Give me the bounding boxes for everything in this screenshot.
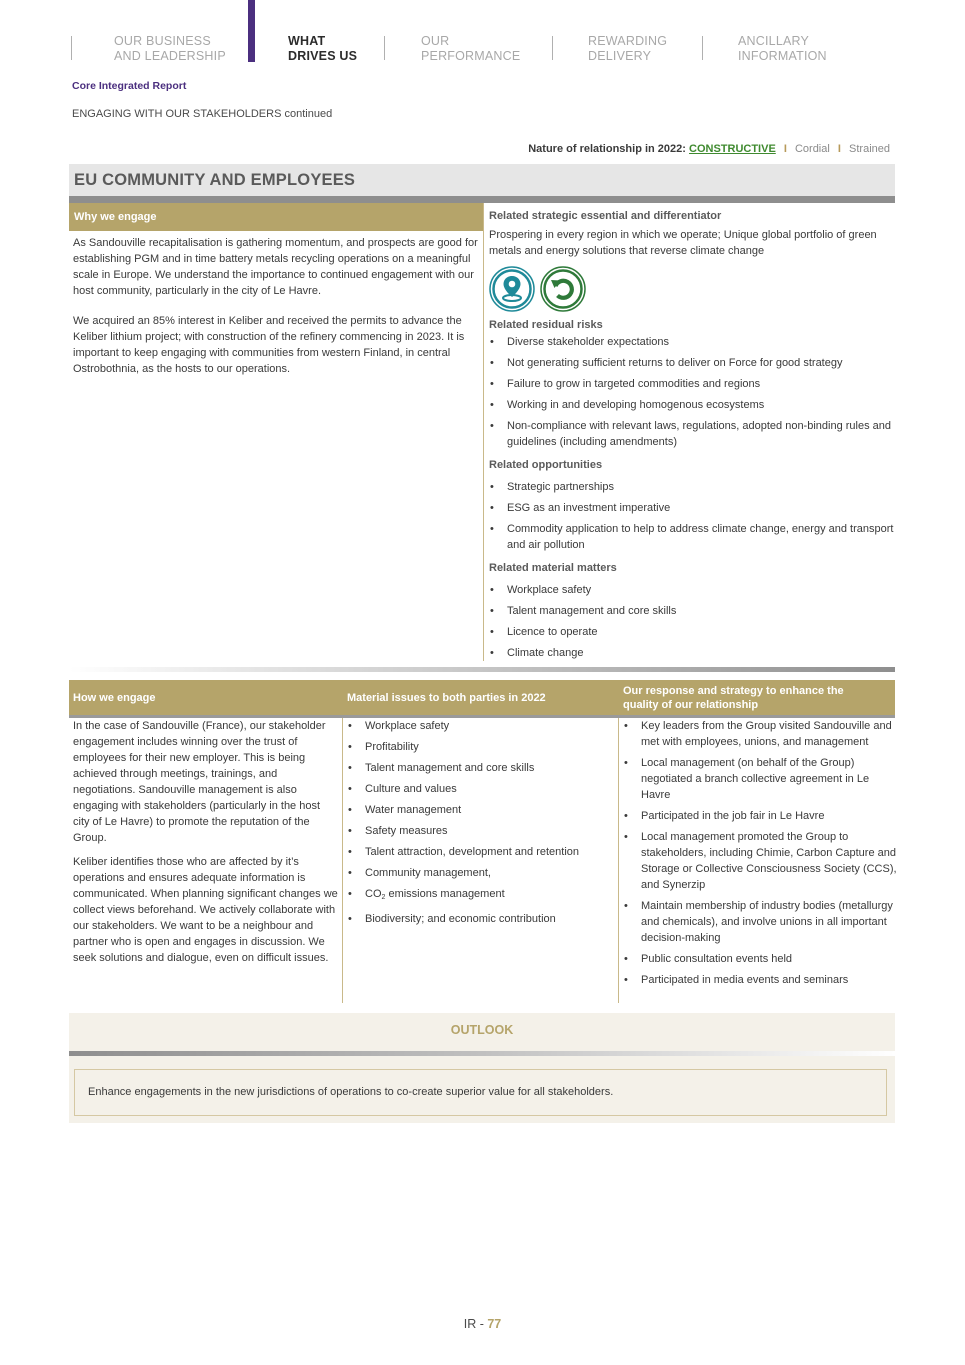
list-item: • Climate change xyxy=(489,645,894,661)
list-item: • Biodiversity; and economic contribution xyxy=(347,911,621,927)
page-value: 77 xyxy=(487,1317,502,1331)
nav-label: DELIVERY xyxy=(588,49,652,63)
strategic-heading: Related strategic essential and differentiator xyxy=(489,210,722,222)
list-item: • Strategic partnerships xyxy=(489,479,894,495)
text: emissions management xyxy=(385,888,505,900)
list-item: • Profitability xyxy=(347,739,621,755)
column-header-material-issues: Material issues to both parties in 2022 xyxy=(347,691,546,704)
separator: I xyxy=(783,143,787,155)
section-continued-heading: ENGAGING WITH OUR STAKEHOLDERS continued xyxy=(72,108,333,120)
list-item: • Water management xyxy=(347,802,621,818)
list-item: • Licence to operate xyxy=(489,624,894,640)
related-column xyxy=(483,203,896,661)
outlook-body xyxy=(69,1056,895,1123)
list-item: • Participated in media events and seminars xyxy=(623,972,898,988)
outlook-text: Enhance engagements in the new jurisdictions of operations to co-create superior value for all stakeholders. xyxy=(88,1086,614,1098)
title-rule xyxy=(69,196,895,203)
list-item: • Talent attraction, development and retention xyxy=(347,844,621,860)
list-item: • Non-compliance with relevant laws, regulations, adopted non-binding rules and guidelines (including amendments) xyxy=(489,418,894,450)
nav-label: OUR xyxy=(421,34,450,48)
response-list xyxy=(623,718,898,988)
why-we-engage-header xyxy=(69,203,483,231)
material-issues-cell xyxy=(342,718,621,1003)
list-item: • Local management (on behalf of the Group) negotiated a branch collective agreement in Le Havre xyxy=(623,755,898,803)
nav-label: REWARDING xyxy=(588,34,668,48)
relationship-label: Nature of relationship in 2022: xyxy=(528,143,686,155)
column-header-how: How we engage xyxy=(73,691,156,704)
subscript: 2 xyxy=(381,894,386,901)
material-matters-list xyxy=(489,582,894,661)
residual-risks-heading: Related residual risks xyxy=(489,319,603,331)
nav-label: PERFORMANCE xyxy=(421,49,521,63)
relationship-status xyxy=(528,143,890,155)
nav-label: DRIVES US xyxy=(288,49,358,63)
nav-label: OUR BUSINESS xyxy=(114,34,211,48)
paragraph: Keliber identifies those who are affected by it’s operations and ensures adequate information is communicated. When planning significant changes we collect views beforehand. We actively collaborate with our stakeholders. We want to be a neighbour and partner who is open and engages in discussion. We seek solutions and dialogue, even on difficult issues. xyxy=(73,856,338,964)
material-issues-list xyxy=(347,718,621,927)
nav-divider xyxy=(384,36,385,60)
residual-risks-list xyxy=(489,334,894,450)
nav-ancillary-information[interactable] xyxy=(738,34,827,64)
material-matters-heading: Related material matters xyxy=(489,562,617,574)
list-item: • Talent management and core skills xyxy=(347,760,621,776)
list-item: • Workplace safety xyxy=(347,718,621,734)
relationship-option: Strained xyxy=(849,143,890,155)
outlook-heading: OUTLOOK xyxy=(450,1023,514,1037)
list-item: • Maintain membership of industry bodies (metallurgy and chemicals), and involve unions in all important decision-making xyxy=(623,898,898,946)
section-title: EU COMMUNITY AND EMPLOYEES xyxy=(74,171,356,189)
engagement-table-header xyxy=(69,680,895,715)
list-item: • Community management, xyxy=(347,865,621,881)
paragraph: In the case of Sandouville (France), our stakeholder engagement includes winning over the trust of employees for their new employer. This is being achieved through meetings, trainings, and negotiations. Sandouville management is also engaging with stakeholders (particularly in the host city of Le Havre) to promote the reputation of the Group. xyxy=(73,720,326,844)
list-item: • Talent management and core skills xyxy=(489,603,894,619)
nav-our-business[interactable] xyxy=(114,34,226,64)
recycle-arrow-icon xyxy=(540,266,586,312)
paragraph: We acquired an 85% interest in Keliber and received the permits to advance the Keliber lithium project; with construction of the refinery commencing in 2023. It is important to keep engaging with communities from western Finland, in central Ostrobothnia, as the hosts to our operations. xyxy=(73,315,465,375)
opportunities-list xyxy=(489,479,894,553)
nav-label: AND LEADERSHIP xyxy=(114,49,226,63)
opportunities-heading: Related opportunities xyxy=(489,459,603,471)
page-number xyxy=(0,1317,965,1331)
nav-active-indicator xyxy=(248,0,255,62)
nav-what-drives-us[interactable] xyxy=(288,34,357,64)
list-item: • Not generating sufficient returns to deliver on Force for good strategy xyxy=(489,355,894,371)
list-item: • Participated in the job fair in Le Havre xyxy=(623,808,898,824)
paragraph: As Sandouville recapitalisation is gathering momentum, and prospects are good for establishing PGM and in time battery metals recycling operations on a meaningful scale in Europe. We understand the importance to continued engagement with our host community, particularly in the city of Le Havre. xyxy=(73,237,478,297)
section-title-band xyxy=(69,164,895,196)
strategic-text: Prospering in every region in which we operate; Unique global portfolio of green metals and energy solutions that reverse climate change xyxy=(489,229,877,257)
list-item: • Working in and developing homogenous ecosystems xyxy=(489,397,894,413)
strategic-icons xyxy=(489,266,894,312)
page-prefix: IR - xyxy=(463,1317,488,1331)
how-we-engage-cell xyxy=(73,718,339,974)
nav-rewarding-delivery[interactable] xyxy=(588,34,667,64)
relationship-selected: CONSTRUCTIVE xyxy=(689,143,776,155)
nav-label: ANCILLARY xyxy=(738,34,810,48)
list-item: • Failure to grow in targeted commodities and regions xyxy=(489,376,894,392)
list-item: • ESG as an investment imperative xyxy=(489,500,894,516)
list-item: • Key leaders from the Group visited Sandouville and met with employees, unions, and management xyxy=(623,718,898,750)
why-we-engage-heading: Why we engage xyxy=(74,211,157,223)
nav-label: INFORMATION xyxy=(738,49,827,63)
list-item: • Safety measures xyxy=(347,823,621,839)
location-pin-icon xyxy=(489,266,535,312)
nav-our-performance[interactable] xyxy=(421,34,520,64)
list-item: • Local management promoted the Group to stakeholders, including Chimie, Carbon Capture and Storage or Collective Consciousness Society (CCS), and Synerzip xyxy=(623,829,898,893)
section-navigation xyxy=(0,0,965,70)
separator: I xyxy=(837,143,841,155)
nav-divider xyxy=(71,36,72,60)
text: CO xyxy=(365,888,382,900)
column-header-response: Our response and strategy to enhance the quality of our relationship xyxy=(623,684,844,711)
nav-divider xyxy=(552,36,553,60)
list-item: • Commodity application to help to address climate change, energy and transport and air pollution xyxy=(489,521,894,553)
outlook-box xyxy=(74,1069,887,1116)
relationship-option: Cordial xyxy=(794,143,830,155)
why-we-engage-body xyxy=(73,235,478,391)
nav-label: WHAT xyxy=(288,34,326,48)
list-item: • Diverse stakeholder expectations xyxy=(489,334,894,350)
outlook-header xyxy=(69,1013,895,1051)
list-item-co2 xyxy=(347,886,621,906)
section-divider xyxy=(69,667,895,672)
response-cell xyxy=(618,718,898,1003)
list-item: • Culture and values xyxy=(347,781,621,797)
report-label: Core Integrated Report xyxy=(72,80,187,92)
list-item: • Public consultation events held xyxy=(623,951,898,967)
nav-divider xyxy=(702,36,703,60)
list-item: • Workplace safety xyxy=(489,582,894,598)
